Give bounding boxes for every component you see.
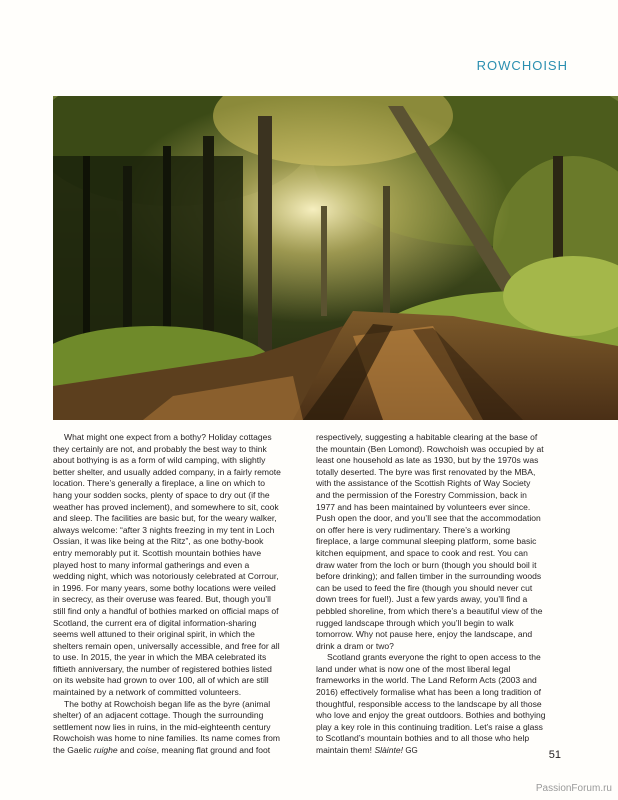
paragraph: Scotland grants everyone the right to open access to the land under what is now one of the most liberal legal frameworks in the world. The Land Reform Acts (2003 and 2016) effectively formalise what has been a long tradition of thoughtful, responsible access to the landscape by all those who love and enjoy the great outdoors. Bothies and bothying play a key role in this continuing tradition. Let’s raise a glass to Scotland’s mountain bothies and to all those who help maintain them! Slàinte! GG [316, 652, 546, 756]
paragraph: The bothy at Rowchoish began life as the byre (animal shelter) of an adjacent cottage. Though the surrounding settlement now lies in ruins, in the mid-eighteenth century Rowchoish was home to nine families. Its name comes from the Gaelic ruighe and coise, meaning flat ground and foot [53, 698, 281, 756]
article-left-column [53, 432, 283, 757]
article-right-column [316, 432, 546, 757]
forest-photo [53, 96, 618, 420]
end-mark-icon: GG [405, 746, 418, 756]
watermark: PassionForum.ru [535, 783, 612, 794]
forest-photo-illustration [53, 96, 618, 420]
paragraph: respectively, suggesting a habitable clearing at the base of the mountain (Ben Lomond). Rowchoish was occupied by at least one household as late as 1930, but by the 1970s was totally deserted. The byre was first renovated by the MBA, with the assistance of the Scottish Rights of Way Society and the permission of the Forestry Commission, back in 1977 and has been maintained by volunteers ever since. Push open the door, and you’ll see that the accommodation on offer here is very rudimentary. There’s a working fireplace, a large communal sleeping platform, some basic kitchen equipment, and space to cook and rest. You can draw water from the loch or burn (though you should boil it before drinking); and fallen timber in the surrounding woods can be used to feed the fire (though you should never cut down trees for fuel!). Just a few yards away, you’ll find a pebbled shoreline, from which there’s a beautiful view of the rugged landscape through which you’ll begin to walk tomorrow. Why not pause here, enjoy the landscape, and drink a dram or two? [316, 432, 544, 651]
paragraph: What might one expect from a bothy? Holiday cottages they certainly are not, and probably the best way to think about bothying is as a form of wild camping, with slightly better shelter, and usually added company, in a fairly remote location. There’s generally a fireplace, a line on which to hang your sodden socks, plenty of space to dry out (if the weather has proved inclement), and somewhere to sit, cook and sleep. The facilities are basic but, for the weary walker, always welcome: “after 3 nights freezing in my tent in Loch Ossian, it was like being at the Ritz”, as one bothy-book entry memorably put it. Scottish mountain bothies have played host to many informal gatherings and even a wedding night, which was notoriously celebrated at Corrour, in 1996. For many years, some bothy locations were veiled in secrecy, as their overuse was feared. But, though you’ll still find only a handful of bothies marked on official maps of Scotland, the current era of digital information-sharing seems well attuned to their original spirit, in which the shelters remain open, universally accessible, and free for all to use. In 2015, the year in which the MBA celebrated its fiftieth anniversary, the number of registered bothies listed on its website had grown to over 100, all of which are still maintained by a network of committed volunteers. [53, 432, 281, 698]
section-header: ROWCHOISH [476, 58, 568, 73]
page-number: 51 [548, 749, 561, 761]
closing-toast: Slàinte! [374, 745, 403, 756]
